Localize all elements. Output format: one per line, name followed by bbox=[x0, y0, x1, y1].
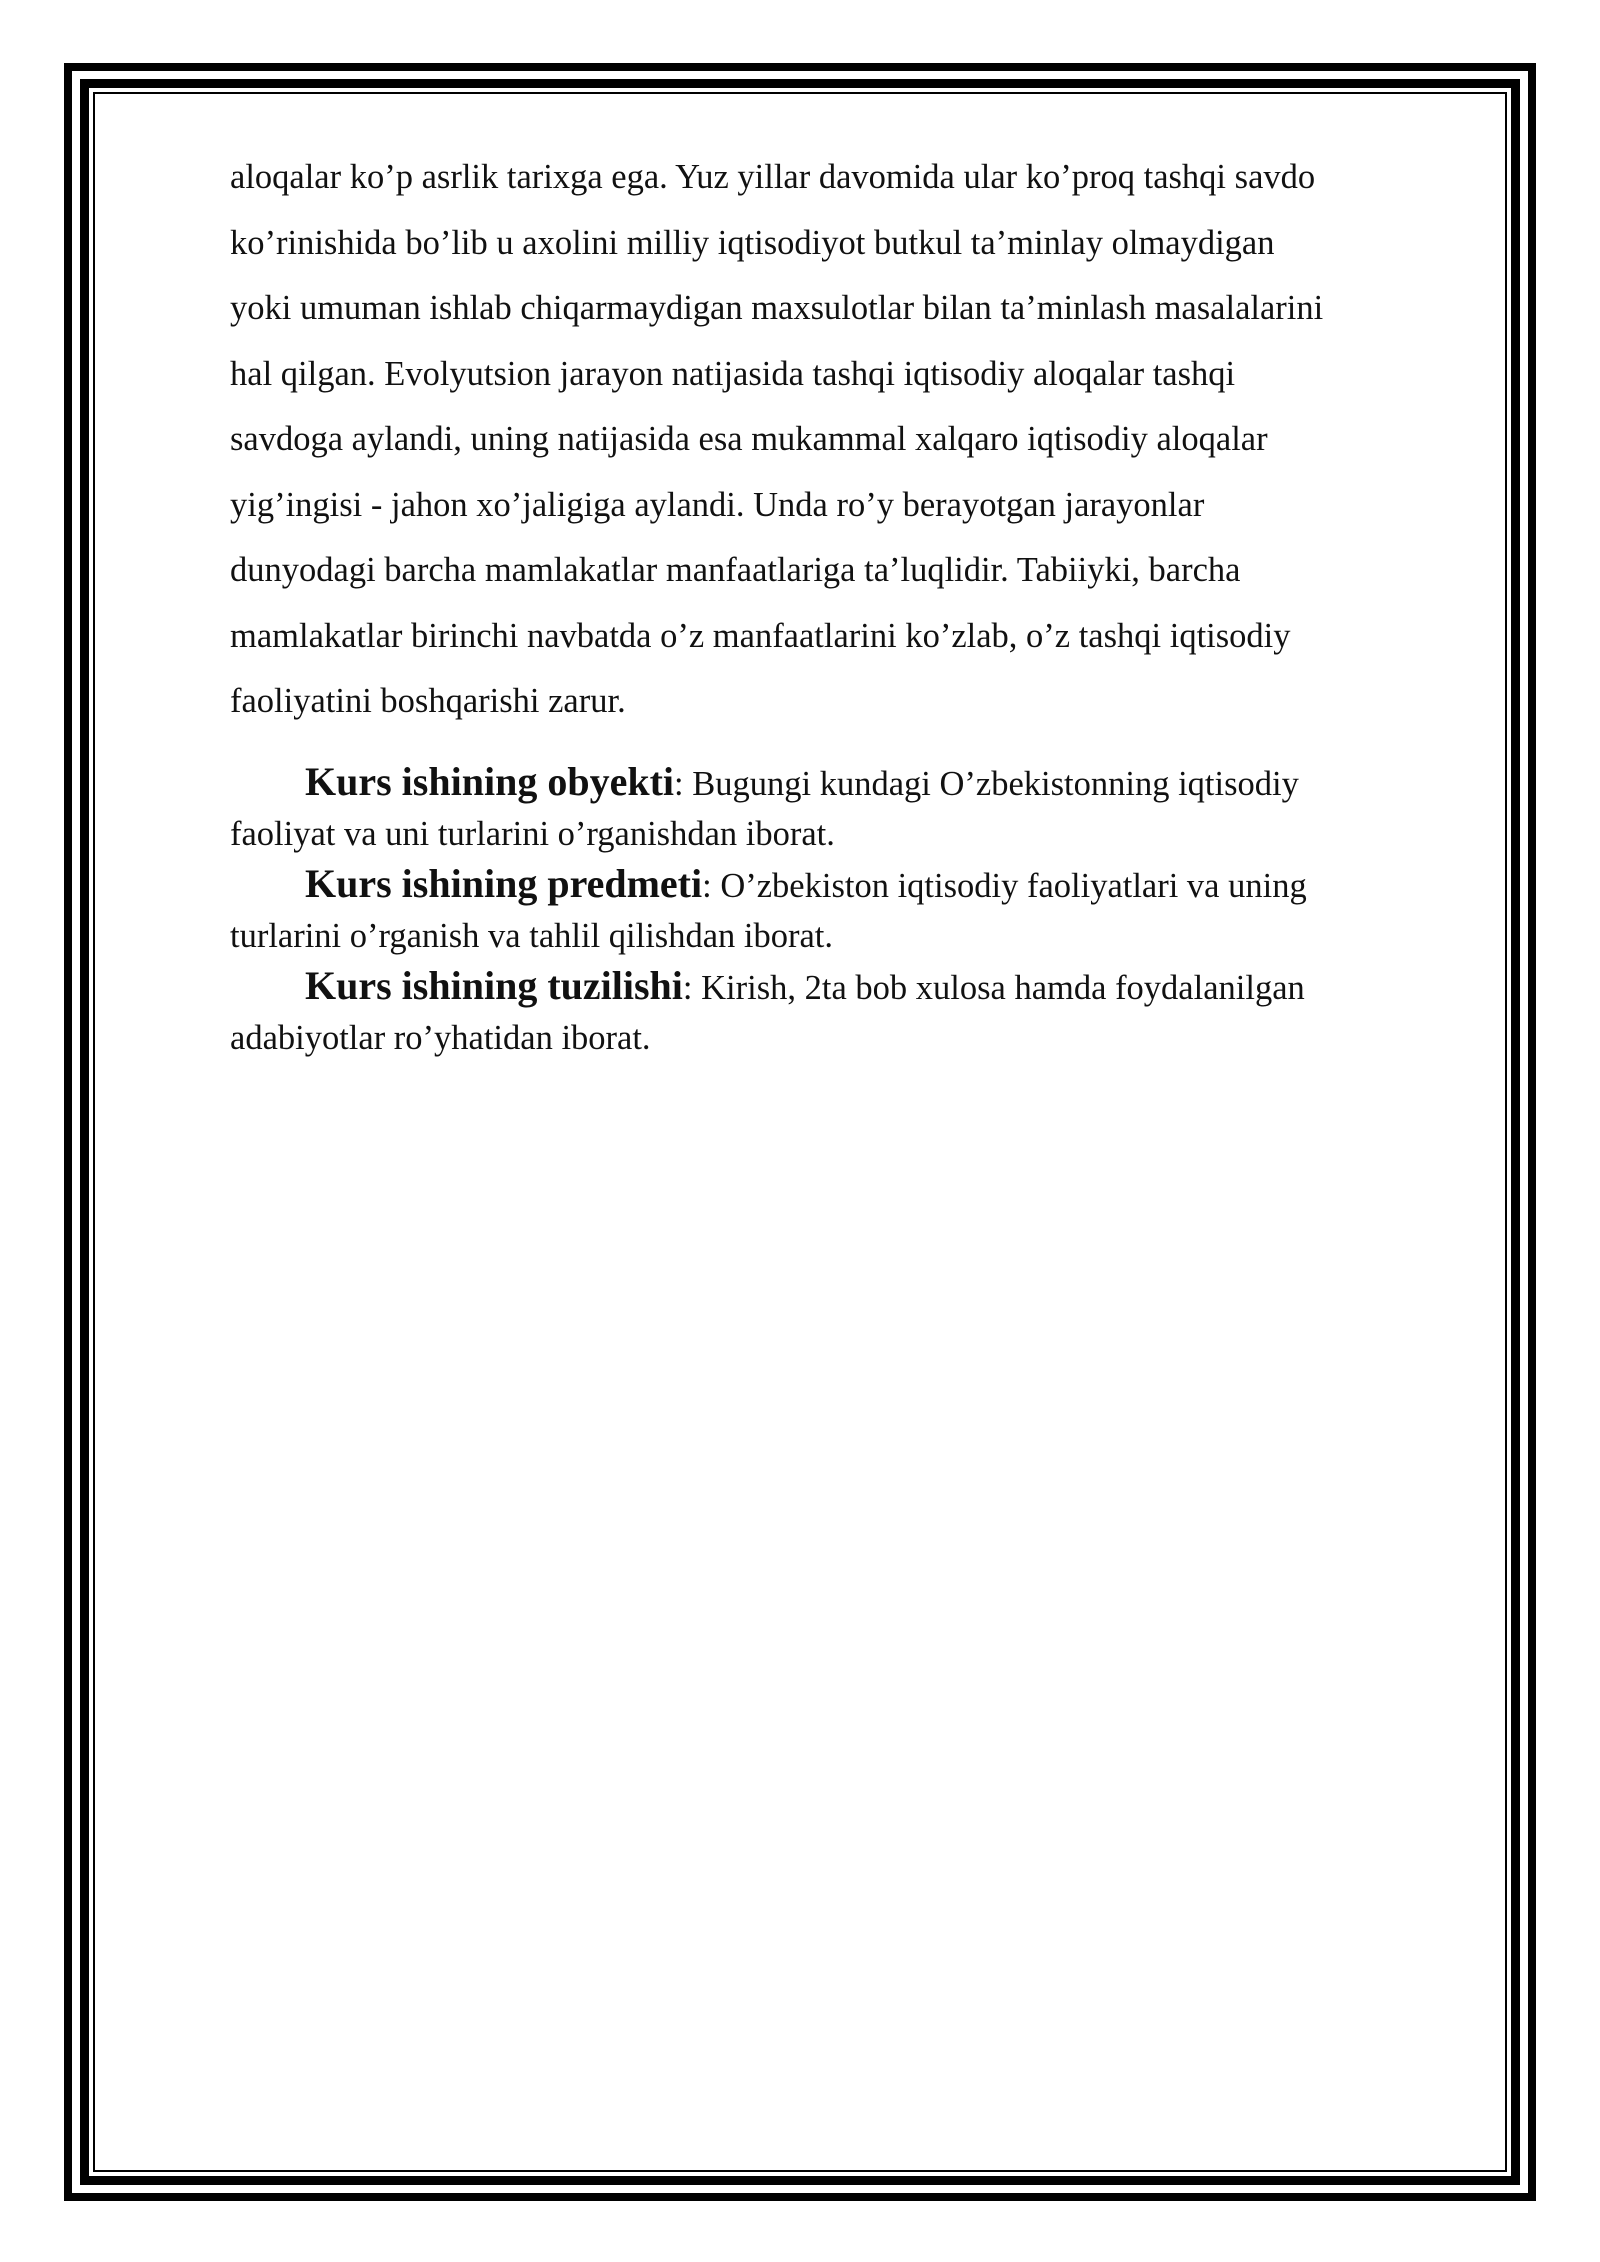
section-text: Kirish, 2ta bob xulosa hamda foydalanilgan bbox=[701, 968, 1305, 1007]
intro-line: mamlakatlar birinchi navbatda o’z manfaatlarini ko’zlab, o’z tashqi iqtisodiy bbox=[230, 616, 1291, 655]
intro-line: hal qilgan. Evolyutsion jarayon natijasida tashqi iqtisodiy aloqalar tashqi bbox=[230, 354, 1236, 393]
intro-line: savdoga aylandi, uning natijasida esa mukammal xalqaro iqtisodiy aloqalar bbox=[230, 420, 1268, 458]
section-text: turlarini o’rganish va tahlil qilishdan iborat. bbox=[230, 916, 833, 955]
section-object bbox=[230, 757, 1430, 859]
intro-line: ko’rinishida bo’lib u axolini milliy iqtisodiyot butkul ta’minlay olmaydigan bbox=[230, 223, 1275, 262]
section-text: adabiyotlar ro’yhatidan iborat. bbox=[230, 1018, 651, 1057]
section-heading: Kurs ishining obyekti bbox=[305, 758, 675, 804]
section-text: faoliyat va uni turlarini o’rganishdan iborat. bbox=[230, 814, 835, 853]
section-structure bbox=[230, 961, 1430, 1063]
intro-line: yig’ingisi - jahon xo’jaligiga aylandi. Unda ro’y berayotgan jarayonlar bbox=[230, 485, 1205, 524]
section-text: Bugungi kundagi O’zbekistonning iqtisodiy bbox=[692, 764, 1299, 803]
intro-line: aloqalar ko’p asrlik tarixga ega. Yuz yillar davomida ular ko’proq tashqi savdo bbox=[230, 158, 1316, 196]
section-separator: : bbox=[674, 764, 693, 803]
intro-line: dunyodagi barcha mamlakatlar manfaatlariga ta’luqlidir. Tabiiyki, barcha bbox=[230, 551, 1241, 589]
page-content bbox=[230, 145, 1430, 1063]
section-text: O’zbekiston iqtisodiy faoliyatlari va uning bbox=[720, 866, 1307, 905]
section-heading: Kurs ishining predmeti bbox=[305, 860, 703, 906]
intro-line: faoliyatini boshqarishi zarur. bbox=[230, 682, 626, 720]
section-separator: : bbox=[702, 866, 721, 905]
section-heading: Kurs ishining tuzilishi bbox=[305, 962, 683, 1008]
section-separator: : bbox=[682, 968, 702, 1007]
intro-paragraph bbox=[230, 145, 1430, 735]
intro-line: yoki umuman ishlab chiqarmaydigan maxsulotlar bilan ta’minlash masalalarini bbox=[230, 289, 1324, 327]
section-subject bbox=[230, 859, 1430, 961]
